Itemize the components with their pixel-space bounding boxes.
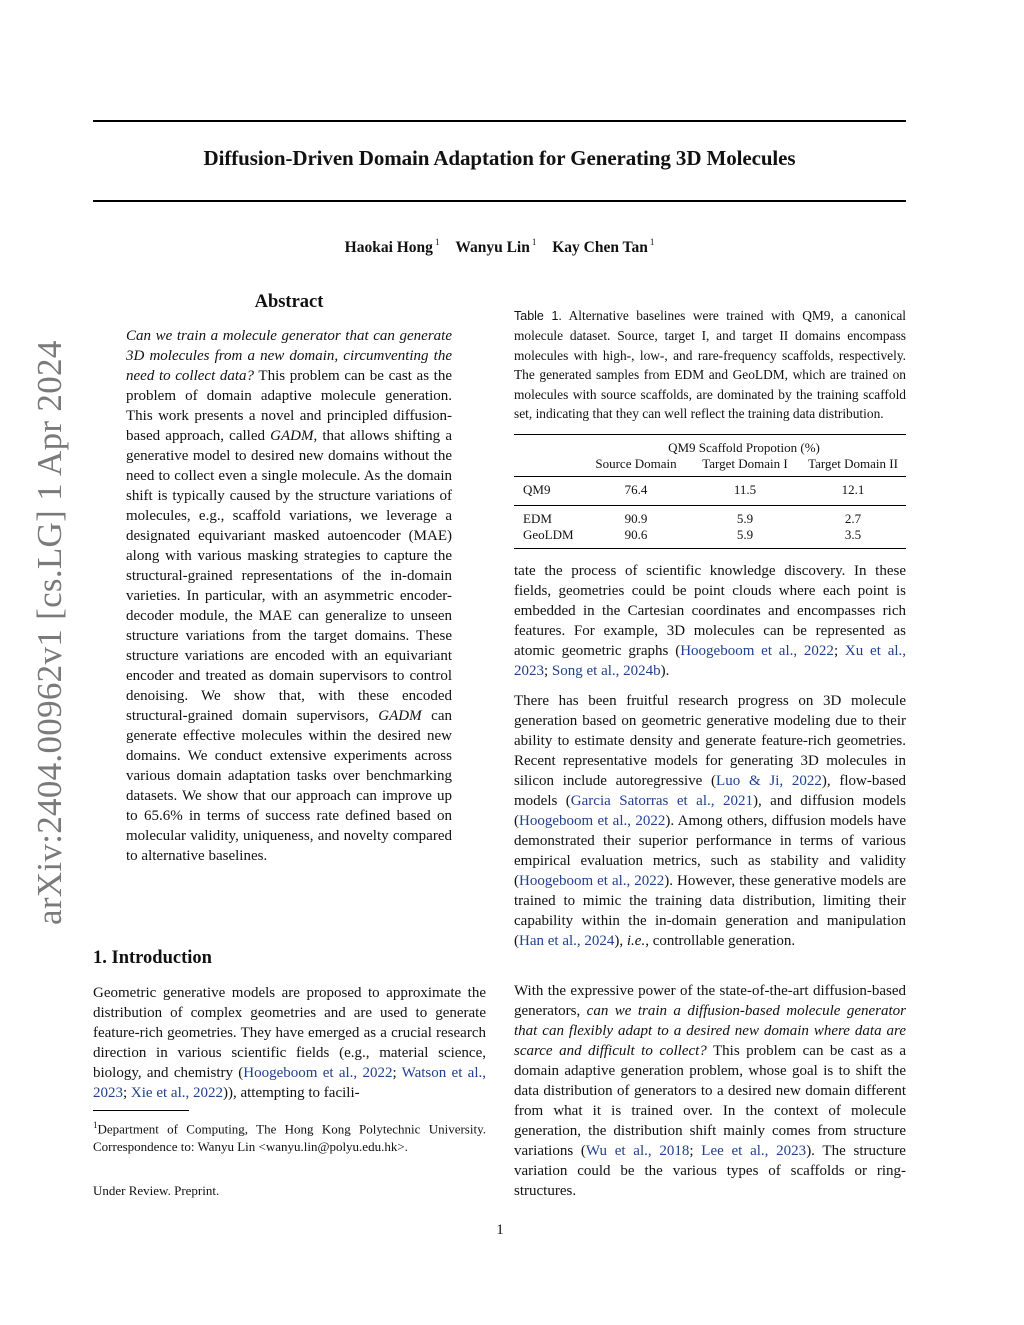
citation-link[interactable]: Wu et al., 2018 xyxy=(585,1143,690,1159)
abstract-text: Can we train a molecule generator that can generate 3D molecules from a new domain, circumventing the need to collect data? This problem can be cast as the problem of domain adaptive molecule generation. This work presents a novel and principled diffusion-based approach, called GADM, that allows shifting a generative model to desired new domains without the need to collect even a single molecule. As the domain shift is typically caused by the structure variations of molecules, e.g., scaffold variations, we leverage a designated equivariant masked autoencoder (MAE) along with various masking strategies to capture the structural-grained representations of the in-domain varieties. In particular, with an asymmetric encoder-decoder module, the MAE can generalize to unseen structure variations from the target domains. These structure variations are encoded with an equivariant encoder and treated as domain supervisors to control denoising. We show that, with these encoded structural-grained domain supervisors, GADM can generate effective molecules within the desired new domains. We conduct extensive experiments across various domain adaptation tasks over benchmarking datasets. We show that our approach can improve up to 65.6% in terms of success rate defined based on molecular validity, uniqueness, and novelty compared to alternative baselines. xyxy=(126,328,452,864)
title-bottom-rule xyxy=(93,200,906,202)
table-row: EDM 90.9 5.9 2.7 xyxy=(514,506,906,528)
review-note: Under Review. Preprint. xyxy=(93,1183,220,1198)
table-column-header: Target Domain II xyxy=(808,456,898,471)
affiliation-footnote: $^1$Department of Computing, The Hong Kong Polytechnic University. Correspondence to: Wanyu Lin <wanyu.lin@polyu.edu.hk>. xyxy=(93,1120,486,1155)
citation-link[interactable]: Luo & Ji, 2022 xyxy=(716,773,822,789)
citation-link[interactable]: Hoogeboom et al., 2022 xyxy=(519,873,665,889)
citation-link[interactable]: Lee et al., 2023 xyxy=(701,1143,807,1159)
citation-link[interactable]: Hoogeboom et al., 2022 xyxy=(243,1065,393,1081)
citation-link[interactable]: Watson et al., 2023 xyxy=(93,1065,486,1101)
intro-paragraph: With the expressive power of the state-of-the-art diffusion-based generators, can we train a diffusion-based molecule generator that can flexibly adapt to a desired new domain where data are scarce and difficult to collect? This problem can be cast as a domain adaptive generation problem, whose goal is to shift the data distribution of generators to a desired new domain different from what it is trained over. In the context of molecule generation, the distribution shift mainly comes from structure variations (Wu et al., 2018; Lee et al., 2023). The structure variation could be the various types of scaffolds or ring-structures. xyxy=(514,983,907,1199)
table-row: QM9 76.4 11.5 12.1 xyxy=(514,477,906,506)
author: Kay Chen Tan $^1$ xyxy=(552,237,655,256)
intro-paragraph: Geometric generative models are proposed to approximate the distribution of complex geometries and are used to generate feature-rich geometries. They have emerged as a crucial research direction in various scientific fields (e.g., material science, biology, and chemistry (Hoogeboom et al., 2022; Watson et al., 2023; Xie et al., 2022)), attempting to facili- xyxy=(93,985,486,1101)
table-column-header: Target Domain I xyxy=(702,456,788,471)
table-group-header: QM9 Scaffold Propotion (%) xyxy=(582,435,906,457)
paper-title: Diffusion-Driven Domain Adaptation for Generating 3D Molecules xyxy=(203,146,796,170)
table-column-header: Source Domain xyxy=(595,456,677,471)
title-top-rule xyxy=(93,120,906,122)
table-row: GeoLDM 90.6 5.9 3.5 xyxy=(514,527,906,549)
citation-link[interactable]: Hoogeboom et al., 2022 xyxy=(519,813,666,829)
table-caption: Table 1. Alternative baselines were trained with QM9, a canonical molecule dataset. Source, target I, and target II domains encompass molecules with high-, low-, and rare-frequency scaffolds, respectively. The generated samples from EDM and GeoLDM, which are trained on molecules with source scaffolds, are dominated by the training scaffold set, indicating that they can well reflect the training data distribution. xyxy=(514,308,906,422)
citation-link[interactable]: Xie et al., 2022 xyxy=(130,1085,223,1101)
page-number: 1 xyxy=(496,1222,504,1238)
citation-link[interactable]: Han et al., 2024 xyxy=(519,933,615,949)
footnote-rule xyxy=(93,1110,189,1111)
scaffold-proportion-table xyxy=(514,434,906,549)
abstract-heading: Abstract xyxy=(254,292,324,312)
intro-paragraph: There has been fruitful research progress on 3D molecule generation based on geometric generative modeling due to their ability to estimate density and generate feature-rich geometries. Recent representative models for generating 3D molecules in silicon include autoregressive (Luo & Ji, 2022), flow-based models (Garcia Satorras et al., 2021), and diffusion models (Hoogeboom et al., 2022). Among others, diffusion models have demonstrated their superior performance in terms of various empirical evaluation metrics, such as stability and validity (Hoogeboom et al., 2022). However, these generative models are trained to mimic the training data distribution, limiting their capability within the in-domain generation and manipulation (Han et al., 2024), i.e., controllable generation. xyxy=(514,693,907,949)
table-label: Table 1. xyxy=(514,309,562,323)
author: Wanyu Lin $^1$ xyxy=(455,237,537,256)
author-list xyxy=(93,237,906,257)
citation-link[interactable]: Xu et al., 2023 xyxy=(514,643,907,679)
arxiv-identifier: arXiv:2404.00962v1 [cs.LG] 1 Apr 2024 xyxy=(30,340,69,925)
author: Haokai Hong $^1$ xyxy=(344,237,440,256)
citation-link[interactable]: Hoogeboom et al., 2022 xyxy=(680,643,834,659)
citation-link[interactable]: Garcia Satorras et al., 2021 xyxy=(570,793,753,809)
section-heading-introduction: 1. Introduction xyxy=(93,948,212,968)
intro-paragraph: tate the process of scientific knowledge discovery. In these fields, geometries could be point clouds where each point is embedded in the Cartesian coordinates and encompasses rich features. For example, 3D molecules can be represented as atomic geometric graphs (Hoogeboom et al., 2022; Xu et al., 2023; Song et al., 2024b). xyxy=(514,563,907,679)
citation-link[interactable]: Song et al., 2024b xyxy=(551,663,661,679)
